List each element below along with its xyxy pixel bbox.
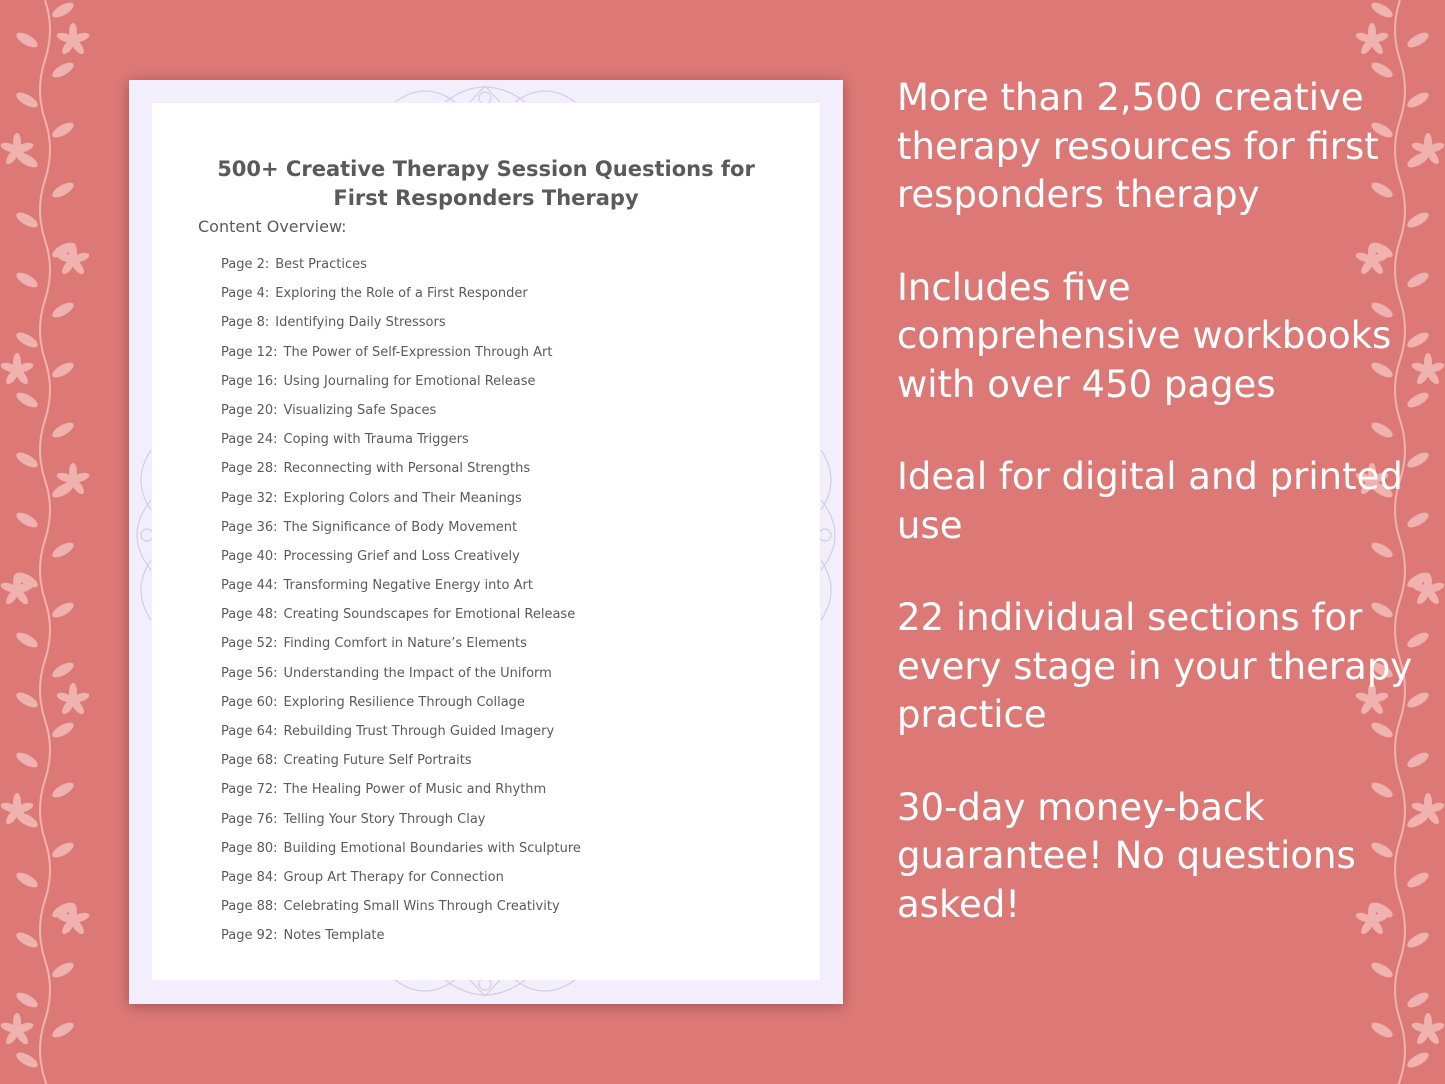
toc-page-number: Page 24:: [221, 432, 278, 448]
toc-item: [221, 866, 581, 895]
toc-section-title: Exploring Resilience Through Collage: [283, 694, 525, 710]
toc-page-number: Page 56:: [221, 665, 278, 681]
toc-section-title: Using Journaling for Emotional Release: [283, 373, 536, 389]
document-title-line1: 500+ Creative Therapy Session Questions for: [217, 157, 755, 181]
toc-page-number: Page 52:: [221, 636, 278, 652]
toc-page-number: Page 20:: [221, 402, 278, 418]
toc-page-number: Page 2:: [221, 257, 270, 272]
toc-item: [221, 487, 581, 516]
mandala-ornament-icon: [129, 440, 153, 630]
document-title-line2: First Responders Therapy: [333, 186, 639, 210]
toc-item: [221, 603, 581, 632]
mandala-ornament-icon: [385, 978, 585, 1004]
toc-page-number: Page 12:: [221, 344, 278, 360]
feature-list: [897, 74, 1417, 973]
document-title: [152, 155, 820, 213]
feature-text: More than 2,500 creative therapy resources for first responders therapy: [897, 76, 1379, 216]
toc-section-title: Notes Template: [283, 928, 385, 944]
feature-text: Ideal for digital and printed use: [897, 455, 1403, 547]
toc-section-title: Telling Your Story Through Clay: [283, 811, 486, 827]
toc-section-title: Understanding the Impact of the Uniform: [283, 665, 552, 681]
floral-vine-left-icon: [0, 0, 95, 1084]
toc-page-number: Page 72:: [221, 782, 278, 798]
toc-section-title: Exploring the Role of a First Responder: [275, 286, 528, 302]
toc-page-number: Page 36:: [221, 519, 278, 535]
mandala-ornament-icon: [819, 440, 843, 630]
toc-item: [221, 924, 581, 953]
toc-section-title: Celebrating Small Wins Through Creativity: [283, 899, 560, 915]
content-overview-label: Content Overview:: [198, 217, 347, 236]
toc-item: [221, 282, 581, 311]
toc-page-number: Page 80:: [221, 840, 278, 856]
toc-section-title: The Significance of Body Movement: [283, 519, 518, 535]
feature-text: 22 individual sections for every stage in your therapy practice: [897, 596, 1413, 736]
toc-section-title: Reconnecting with Personal Strengths: [283, 461, 531, 477]
toc-item: [221, 457, 581, 486]
toc-item: [221, 662, 581, 691]
toc-item: [221, 895, 581, 924]
toc-item: [221, 516, 581, 545]
toc-page-number: Page 68:: [221, 753, 278, 769]
toc-page-number: Page 4:: [221, 286, 270, 302]
toc-page-number: Page 88:: [221, 899, 278, 915]
toc-page-number: Page 76:: [221, 811, 278, 827]
toc-section-title: The Healing Power of Music and Rhythm: [283, 782, 547, 798]
toc-item: [221, 778, 581, 807]
toc-page-number: Page 84:: [221, 869, 278, 885]
toc-section-title: Processing Grief and Loss Creatively: [283, 548, 520, 564]
toc-page-number: Page 8:: [221, 315, 270, 331]
table-of-contents: [221, 253, 581, 954]
toc-page-number: Page 16:: [221, 373, 278, 389]
toc-section-title: Exploring Colors and Their Meanings: [283, 490, 522, 506]
toc-item: [221, 311, 581, 340]
toc-page-number: Page 28:: [221, 461, 278, 477]
toc-item: [221, 545, 581, 574]
toc-section-title: Finding Comfort in Nature’s Elements: [283, 636, 527, 652]
toc-section-title: Identifying Daily Stressors: [275, 315, 446, 331]
toc-section-title: Rebuilding Trust Through Guided Imagery: [283, 724, 555, 739]
toc-section-title: Creating Future Self Portraits: [283, 753, 472, 769]
toc-item: [221, 837, 581, 866]
toc-page-number: Page 48:: [221, 607, 278, 623]
toc-section-title: The Power of Self-Expression Through Art: [283, 344, 553, 360]
toc-page-number: Page 60:: [221, 694, 278, 710]
toc-item: [221, 370, 581, 399]
toc-section-title: Group Art Therapy for Connection: [283, 869, 504, 885]
toc-item: [221, 341, 581, 370]
document-preview: [129, 80, 843, 1004]
toc-item: [221, 574, 581, 603]
toc-item: [221, 253, 581, 282]
document-page: [152, 103, 820, 980]
toc-item: [221, 399, 581, 428]
toc-item: [221, 749, 581, 778]
toc-section-title: Transforming Negative Energy into Art: [283, 578, 533, 594]
toc-item: [221, 691, 581, 720]
toc-item: [221, 632, 581, 661]
toc-item: [221, 808, 581, 837]
toc-page-number: Page 40:: [221, 548, 278, 564]
toc-section-title: Building Emotional Boundaries with Sculpture: [283, 840, 581, 856]
toc-page-number: Page 64:: [221, 724, 278, 739]
toc-page-number: Page 44:: [221, 578, 278, 594]
feature-text: Includes five comprehensive workbooks with over 450 pages: [897, 265, 1392, 406]
toc-page-number: Page 92:: [221, 928, 278, 944]
toc-section-title: Creating Soundscapes for Emotional Release: [283, 607, 576, 623]
feature-text: 30-day money-back guarantee! No questions asked!: [897, 785, 1356, 926]
toc-section-title: Coping with Trauma Triggers: [283, 432, 469, 448]
toc-item: [221, 428, 581, 457]
toc-section-title: Best Practices: [275, 257, 367, 272]
toc-section-title: Visualizing Safe Spaces: [283, 402, 437, 418]
mandala-ornament-icon: [385, 78, 585, 104]
toc-page-number: Page 32:: [221, 490, 278, 506]
toc-item: [221, 720, 581, 749]
